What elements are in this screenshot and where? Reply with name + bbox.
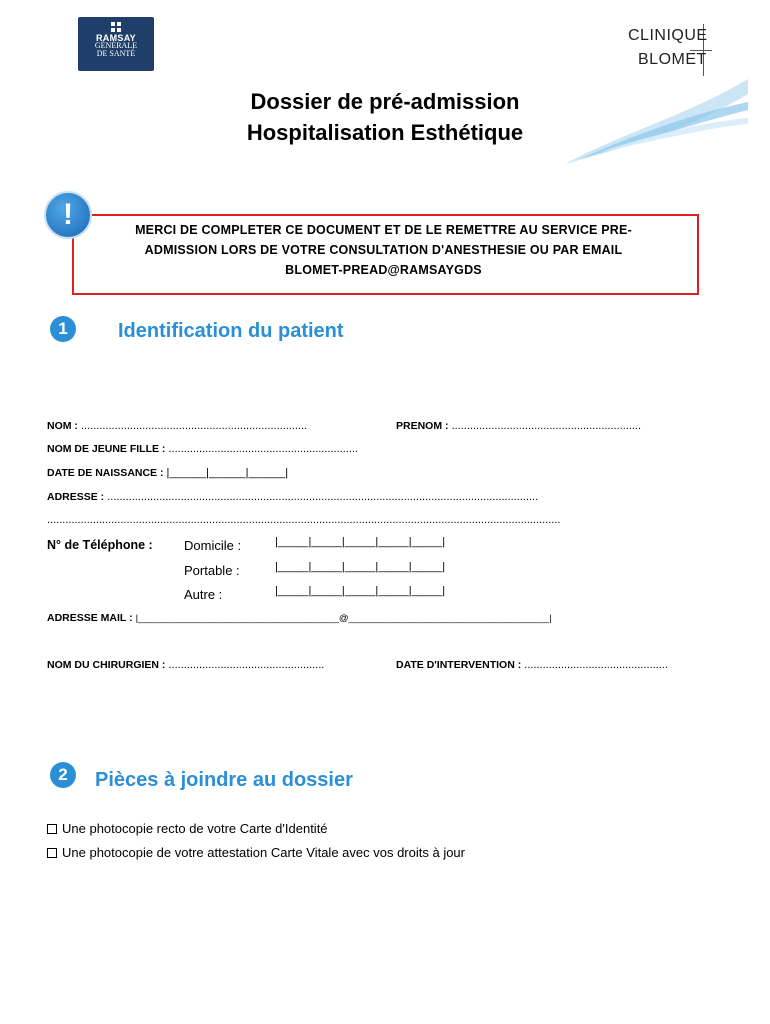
checklist-item-label: Une photocopie de votre attestation Carte Vitale avec vos droits à jour: [62, 845, 465, 860]
telephone-label: N° de Téléphone :: [47, 538, 153, 552]
section-number-badge: 2: [50, 762, 76, 788]
date-intervention-dots: ...............................................: [524, 659, 668, 671]
adresse-line2[interactable]: [47, 514, 560, 526]
alert-line: MERCI DE COMPLETER CE DOCUMENT ET DE LE REMETTRE AU SERVICE PRE-: [135, 223, 632, 237]
phone-label-portable: Portable :: [184, 563, 240, 578]
section-title: Pièces à joindre au dossier: [95, 769, 353, 791]
date-naissance-boxes: |______|______|______|: [166, 467, 289, 479]
document-title: Dossier de pré-admission: [250, 89, 520, 114]
adresse-dots: ........................................................................................................................................................................: [47, 514, 561, 526]
document-subtitle: Hospitalisation Esthétique: [246, 120, 524, 145]
phone-field-portable[interactable]: |_____|_____|_____|_____|_____|: [275, 561, 446, 573]
checkbox-icon[interactable]: [47, 824, 57, 834]
adresse-field[interactable]: [47, 491, 538, 503]
phone-field-domicile[interactable]: |_____|_____|_____|_____|_____|: [275, 536, 446, 548]
chirurgien-field[interactable]: [47, 659, 324, 671]
prenom-field[interactable]: [396, 420, 641, 432]
section-number-badge: 1: [50, 316, 76, 342]
ramsay-logo-line3: DE SANTÉ: [96, 49, 136, 58]
nom-dots: ..........................................................................: [80, 420, 308, 432]
date-naissance-label: DATE DE NAISSANCE :: [47, 467, 164, 479]
ramsay-logo: [78, 17, 154, 71]
prenom-label: PRENOM :: [396, 420, 449, 432]
cross-icon: [111, 22, 121, 32]
prenom-dots: ..............................................................: [451, 420, 642, 432]
nom-jeune-fille-field[interactable]: [47, 443, 358, 455]
section-title: Identification du patient: [118, 320, 344, 342]
nom-jeune-fille-label: NOM DE JEUNE FILLE :: [47, 443, 166, 455]
chirurgien-label: NOM DU CHIRURGIEN :: [47, 659, 166, 671]
checklist-item[interactable]: [47, 821, 328, 836]
exclamation-icon: !: [44, 191, 92, 239]
phone-label-domicile: Domicile :: [184, 538, 242, 553]
checkbox-icon[interactable]: [47, 848, 57, 858]
date-intervention-label: DATE D'INTERVENTION :: [396, 659, 522, 671]
adresse-mail-label: ADRESSE MAIL :: [47, 612, 133, 624]
checklist-item[interactable]: [47, 845, 465, 860]
nom-jeune-fille-dots: ..............................................................: [168, 443, 358, 455]
adresse-mail-line: |______________________________________@______________________________________|: [135, 613, 552, 624]
date-naissance-field[interactable]: [47, 467, 288, 479]
alert-line: BLOMET-PREAD@RAMSAYGDS: [285, 263, 482, 277]
date-intervention-field[interactable]: [396, 659, 668, 671]
nom-label: NOM :: [47, 420, 78, 432]
alert-text: [80, 220, 687, 280]
phone-field-autre[interactable]: |_____|_____|_____|_____|_____|: [275, 585, 446, 597]
ramsay-logo-line2: GÉNÉRALE: [94, 41, 138, 50]
ramsay-logo-line1: RAMSAY: [96, 33, 136, 43]
adresse-dots: .............................................................................................................................................: [107, 491, 539, 503]
clinique-logo-line1: CLINIQUE: [628, 27, 708, 44]
alert-line: ADMISSION LORS DE VOTRE CONSULTATION D'ANESTHESIE OU PAR EMAIL: [144, 243, 623, 257]
clinique-logo-line2: BLOMET: [638, 51, 707, 68]
adresse-mail-field[interactable]: [47, 612, 552, 624]
nom-field[interactable]: [47, 420, 307, 432]
checklist-item-label: Une photocopie recto de votre Carte d'Identité: [62, 821, 328, 836]
adresse-label: ADRESSE :: [47, 491, 105, 503]
phone-label-autre: Autre :: [184, 587, 223, 602]
chirurgien-dots: ...................................................: [168, 659, 325, 671]
